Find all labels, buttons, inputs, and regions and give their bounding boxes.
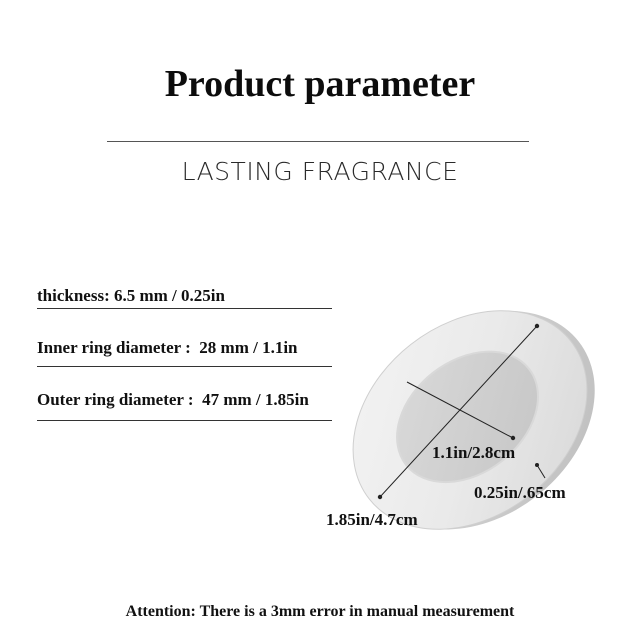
param-inner-diameter-label: Inner ring diameter : bbox=[37, 338, 191, 357]
param-inner-diameter-value: 28 mm / 1.1in bbox=[199, 338, 298, 357]
param-outer-diameter-label: Outer ring diameter : bbox=[37, 390, 194, 409]
param-thickness-value: 6.5 mm / 0.25in bbox=[113, 286, 225, 305]
inner-diameter-label: 1.1in/2.8cm bbox=[432, 443, 516, 462]
page-title: Product parameter bbox=[164, 63, 476, 105]
inner-diameter-end-dot bbox=[511, 436, 515, 440]
thickness-label: 0.25in/.65cm bbox=[474, 483, 566, 502]
param-outer-diameter-value: 47 mm / 1.85in bbox=[202, 390, 309, 409]
ring-shape bbox=[310, 262, 638, 579]
outer-diameter-label: 1.85in/4.7cm bbox=[326, 510, 418, 529]
thickness-end-dot bbox=[535, 463, 539, 467]
page-subtitle: LASTING FRAGRANCE bbox=[181, 157, 459, 186]
attention-note: Attention: There is a 3mm error in manual measurement bbox=[125, 603, 515, 620]
outer-diameter-end-dot bbox=[378, 495, 382, 499]
param-thickness-label: thickness: bbox=[37, 286, 110, 305]
outer-diameter-end-dot bbox=[535, 324, 539, 328]
